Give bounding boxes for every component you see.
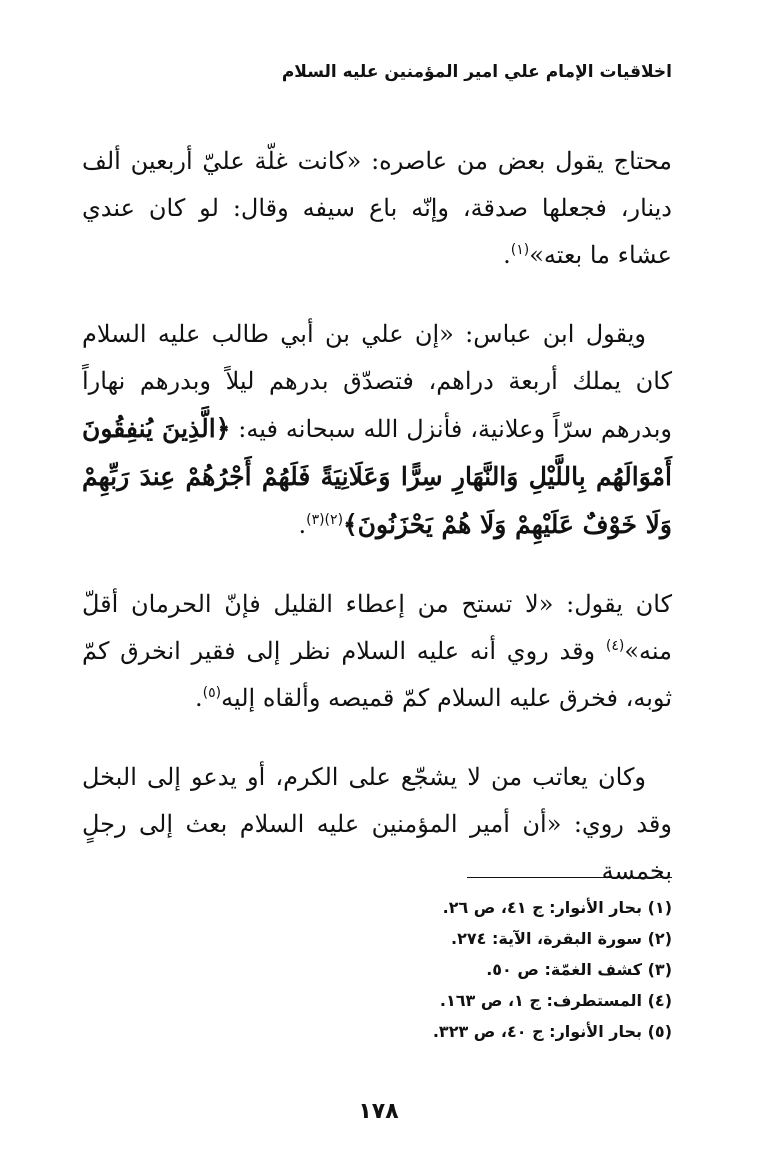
paragraph-1-text: محتاج يقول بعض من عاصره: «كانت غلّة عليّ أربعين ألف دينار، فجعلها صدقة، وإنّه باع سيفه وقال: لو كان عندي عشاء ما بعته» <box>82 147 673 269</box>
paragraph-3-end: . <box>194 684 203 712</box>
footnote-4: (٤) المستطرف: ج ١، ص ١٦٣. <box>439 991 672 1010</box>
paragraph-1 <box>82 138 672 279</box>
paragraph-2-text: ويقول ابن عباس: «إن علي بن أبي طالب عليه السلام كان يملك أربعة دراهم، فتصدّق بدرهم ليلاً وبدرهم نهاراً وبدرهم سرّاً وعلانية، فأنزل الله سبحانه فيه: <box>82 320 672 443</box>
footnotes-list <box>82 892 672 1047</box>
quran-verse: ﴿الَّذِينَ يُنفِقُونَ أَمْوَالَهُم بِاللَّيْلِ وَالنَّهَارِ سِرًّا وَعَلَانِيَةً فَلَهُمْ أَجْرُهُمْ عِندَ رَبِّهِمْ وَلَا خَوْفٌ عَلَيْهِمْ وَلَا هُمْ يَحْزَنُونَ﴾ <box>82 414 672 539</box>
footnote-2: (٢) سورة البقرة، الآية: ٢٧٤. <box>451 929 672 948</box>
footnote-divider <box>467 877 672 878</box>
paragraph-3-text-b: وقد روي أنه عليه السلام نظر إلى فقير انخرق كمّ ثوبه، فخرق عليه السلام كمّ قميصه وألقاه إليه <box>82 637 672 712</box>
footnote-ref-1: (١) <box>510 242 530 258</box>
footnote-1: (١) بحار الأنوار: ج ٤١، ص ٢٦. <box>442 898 672 917</box>
footnote-ref-4: (٤) <box>605 638 625 654</box>
body-text <box>82 138 672 927</box>
paragraph-1-end: . <box>503 241 511 269</box>
paragraph-3-text-a: كان يقول: «لا تستح من إعطاء القليل فإنّ الحرمان أقلّ منه» <box>82 590 672 665</box>
page-number: ١٧٨ <box>358 1099 399 1124</box>
footnote-ref-2-3: (٢)(٣) <box>306 512 344 528</box>
paragraph-4-text: وكان يعاتب من لا يشجّع على الكرم، أو يدعو إلى البخل وقد روي: «أن أمير المؤمنين عليه السلام بعث إلى رجلٍ بخمسة <box>82 763 672 885</box>
footnote-3: (٣) كشف الغمّة: ص ٥٠. <box>486 960 672 979</box>
footnote-5: (٥) بحار الأنوار: ج ٤٠، ص ٣٢٣. <box>432 1022 672 1041</box>
footnote-ref-5: (٥) <box>202 685 222 701</box>
paragraph-2-end: . <box>298 511 307 539</box>
paragraph-2 <box>82 311 672 549</box>
running-header: اخلاقيات الإمام علي امير المؤمنين عليه السلام <box>281 62 672 82</box>
paragraph-4 <box>82 754 672 895</box>
paragraph-3 <box>82 581 672 722</box>
